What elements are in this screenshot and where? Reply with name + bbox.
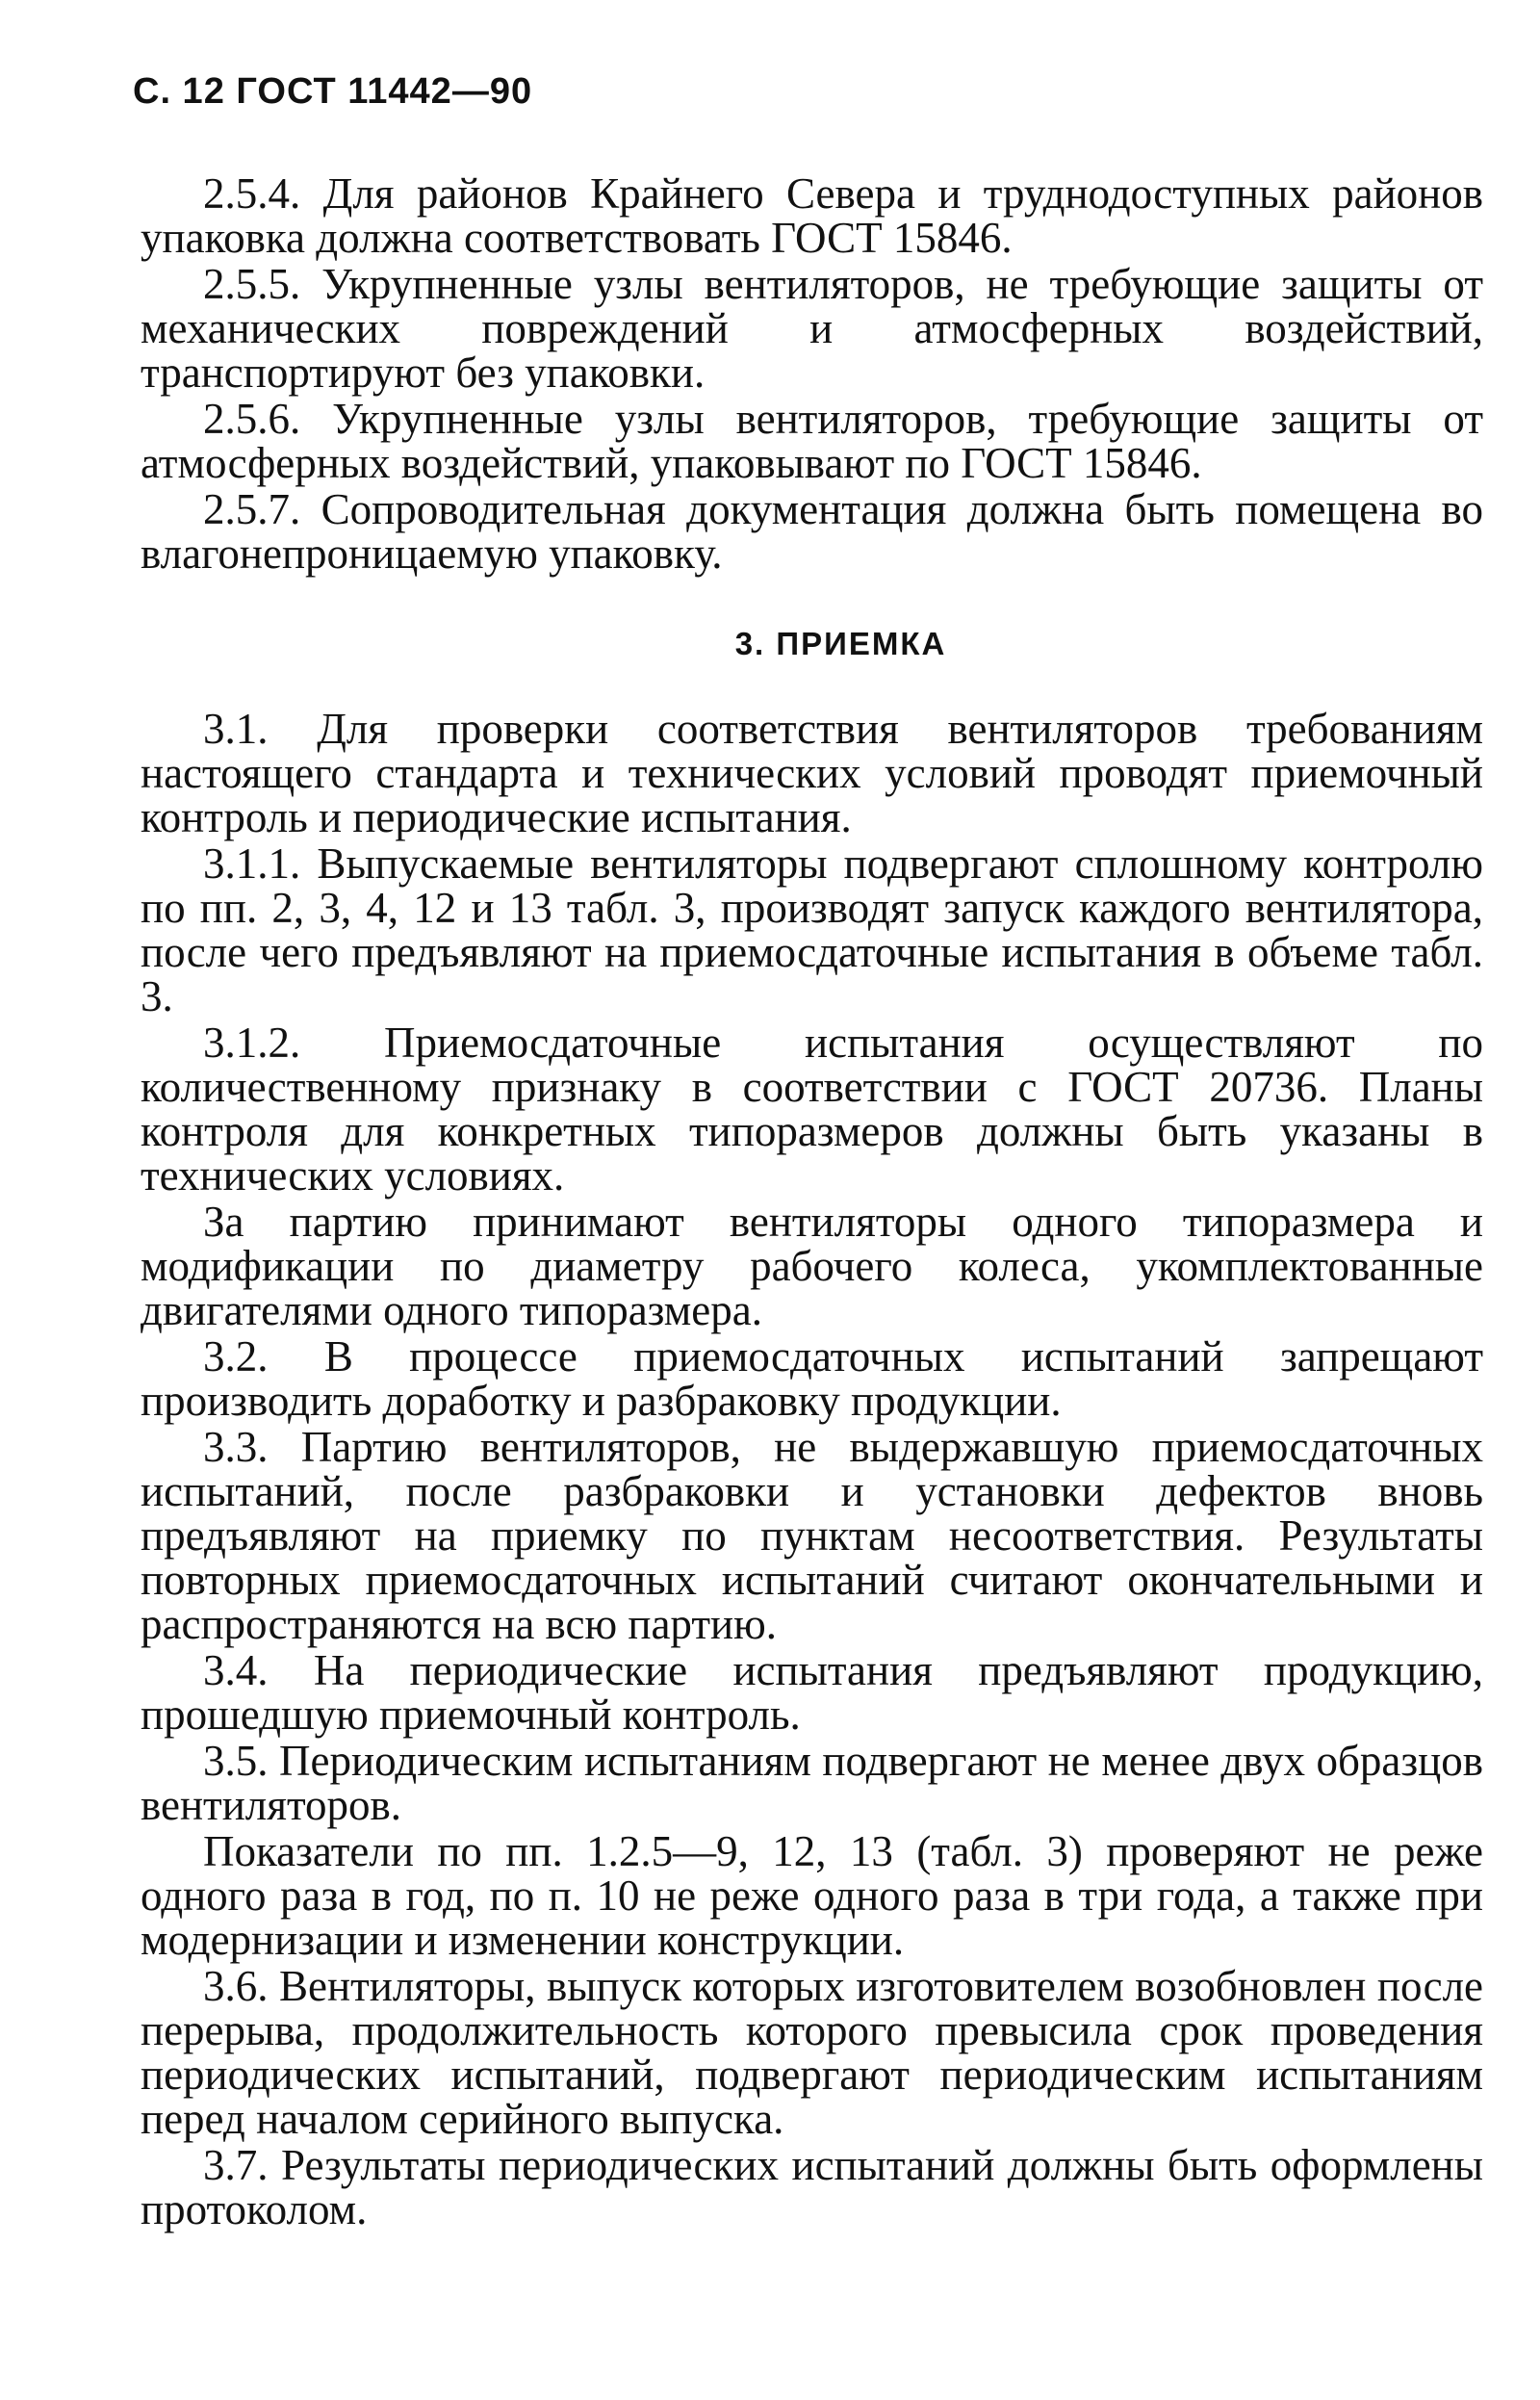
paragraph-3-4: 3.4. На периодические испытания предъявляют продукцию, прошедшую приемочный контроль. [141, 1646, 1483, 1739]
paragraph-2-5-4: 2.5.4. Для районов Крайнего Севера и труднодоступных районов упаковка должна соответствовать ГОСТ 15846. [141, 169, 1483, 262]
section-title-acceptance: 3. ПРИЕМКА [734, 626, 947, 661]
paragraph-2-5-6: 2.5.6. Укрупненные узлы вентиляторов, требующие защиты от атмосферных воздействий, упаковывают по ГОСТ 15846. [141, 395, 1483, 487]
paragraph-2-5-7: 2.5.7. Сопроводительная документация должна быть помещена во влагонепроницаемую упаковку. [141, 485, 1483, 578]
page-header: С. 12 ГОСТ 11442—90 [133, 71, 533, 112]
paragraph-3-5: 3.5. Периодическим испытаниям подвергают не менее двух образцов вентиляторов. [141, 1737, 1483, 1829]
paragraph-3-6: 3.6. Вентиляторы, выпуск которых изготовителем возобновлен после перерыва, продолжительность которого превысила срок проведения периодических испытаний, подвергают периодическим испытаниям перед началом серийного выпуска. [141, 1962, 1483, 2143]
document-body [141, 171, 1483, 2233]
paragraph-3-1: 3.1. Для проверки соответствия вентиляторов требованиям настоящего стандарта и технических условий проводят приемочный контроль и периодические испытания. [141, 705, 1483, 841]
paragraph-3-7: 3.7. Результаты периодических испытаний должны быть оформлены протоколом. [141, 2141, 1483, 2233]
paragraph-3-3: 3.3. Партию вентиляторов, не выдержавшую приемосдаточных испытаний, после разбраковки и установки дефектов вновь предъявляют на приемку по пунктам несоответствия. Результаты повторных приемосдаточных испытаний считают окончательными и распространяются на всю партию. [141, 1423, 1483, 1648]
paragraph-3-2: 3.2. В процессе приемосдаточных испытаний запрещают производить доработку и разбраковку продукции. [141, 1332, 1483, 1425]
paragraph-3-1-2: 3.1.2. Приемосдаточные испытания осуществляют по количественному признаку в соответствии с ГОСТ 20736. Планы контроля для конкретных типоразмеров должны быть указаны в технических условиях. [141, 1019, 1483, 1200]
paragraph-2-5-5: 2.5.5. Укрупненные узлы вентиляторов, не требующие защиты от механических повреждений и атмосферных воздействий, транспортируют без упаковки. [141, 260, 1483, 397]
paragraph-batch-definition: За партию принимают вентиляторы одного типоразмера и модификации по диаметру рабочего колеса, укомплектованные двигателями одного типоразмера. [141, 1198, 1483, 1334]
paragraph-3-1-1: 3.1.1. Выпускаемые вентиляторы подвергают сплошному контролю по пп. 2, 3, 4, 12 и 13 табл. 3, производят запуск каждого вентилятора, после чего предъявляют на приемосдаточные испытания в объеме табл. 3. [141, 839, 1483, 1020]
paragraph-indicators: Показатели по пп. 1.2.5—9, 12, 13 (табл. 3) проверяют не реже одного раза в год, по п. 10 не реже одного раза в три года, а также при модернизации и изменении конструкции. [141, 1827, 1483, 1964]
